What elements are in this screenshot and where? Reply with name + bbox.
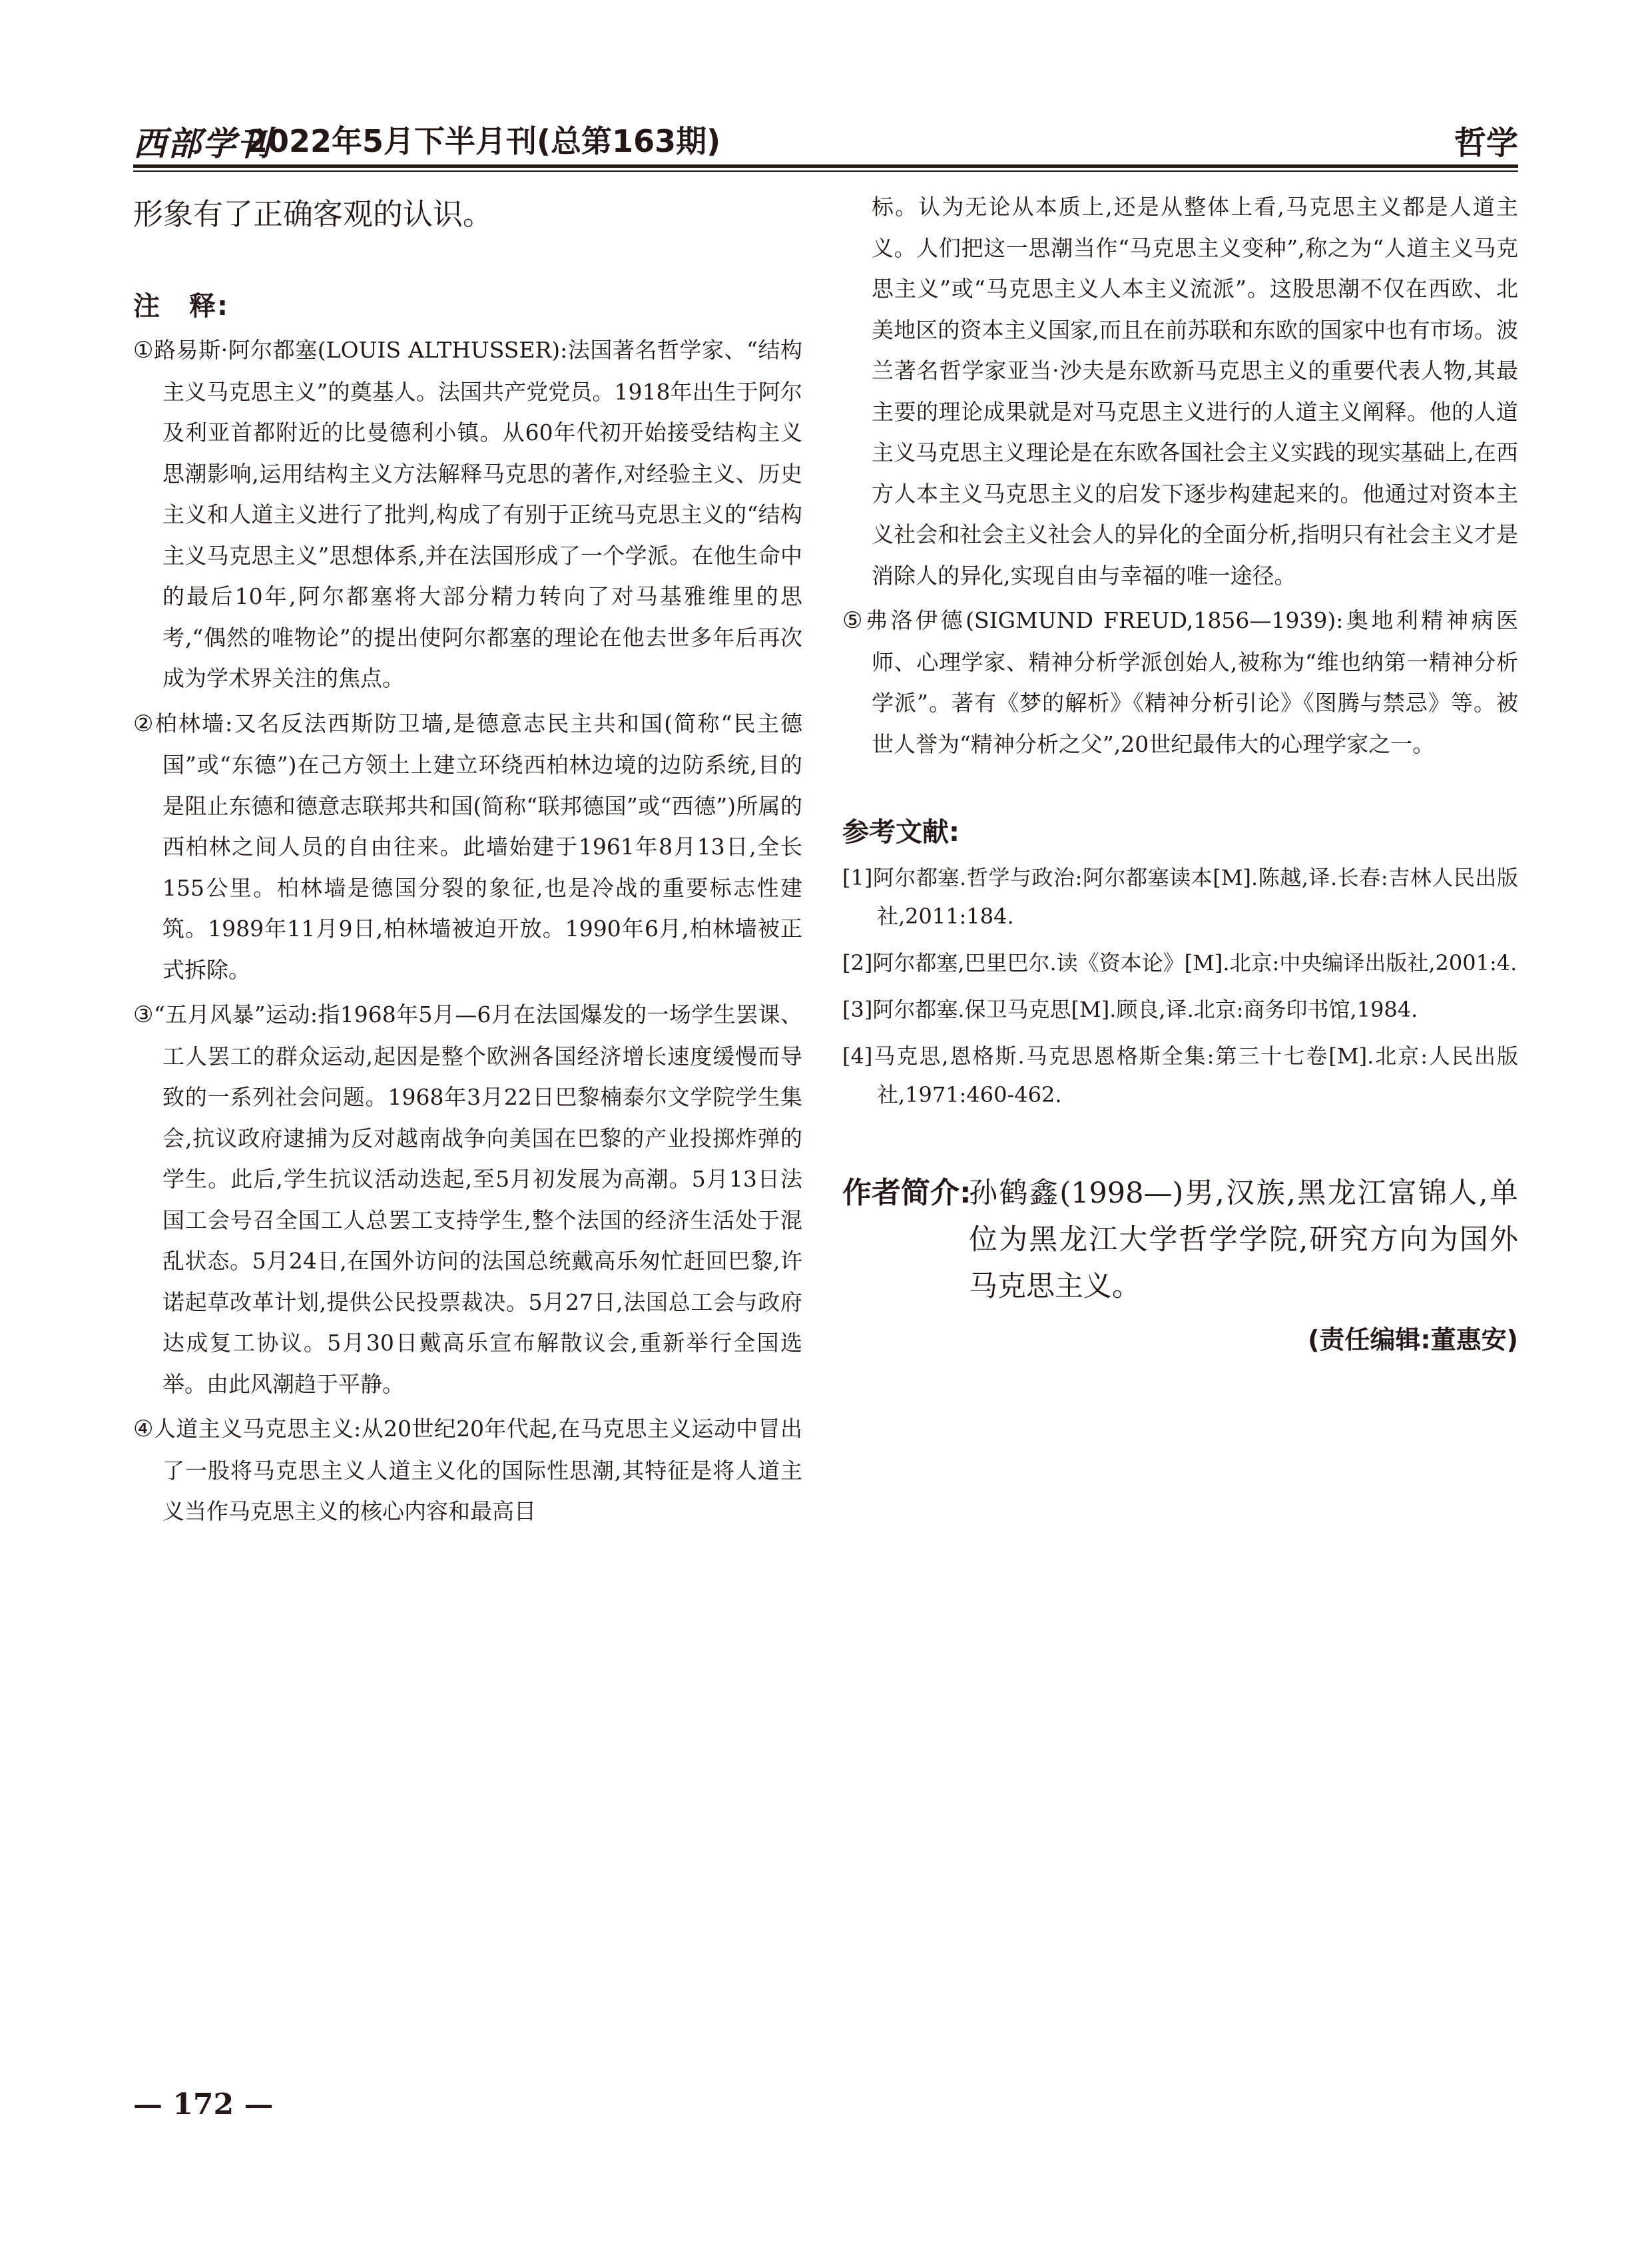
notes-heading: 注 释: (133, 291, 229, 322)
reference-item: [4]马克思,恩格斯.马克思恩格斯全集:第三十七卷[M].北京:人民出版社,1971:460-462. (842, 1043, 1518, 1107)
page-header (133, 113, 1518, 166)
issue-info: 2022年5月下半月刊(总第163期) (246, 123, 721, 159)
note-4-continued: 标。认为无论从本质上,还是从整体上看,马克思主义都是人道主义。人们把这一思潮当作“马克思主义变种”,称之为“人道主义马克思主义”或“马克思主义人本主义流派”。这股思潮不仅在西欧、北美地区的资本主义国家,而且在前苏联和东欧的国家中也有市场。波兰著名哲学家亚当·沙夫是东欧新马克思主义的重要代表人物,其最主要的理论成果就是对马克思主义进行的人道主义阐释。他的人道主义马克思主义理论是在东欧各国社会主义实践的现实基础上,在西方人本主义马克思主义的启发下逐步构建起来的。他通过对资本主义社会和社会主义社会人的异化的全面分析,指明只有社会主义才是消除人的异化,实现自由与幸福的唯一途径。 (872, 194, 1518, 589)
header-rule-thin (133, 170, 1518, 172)
left-column (133, 186, 802, 1536)
reference-item: [3]阿尔都塞.保卫马克思[M].顾良,译.北京:商务印书馆,1984. (842, 997, 1418, 1022)
note-marker: ① (133, 337, 154, 364)
note-marker: ⑤ (842, 607, 866, 634)
note-4 (133, 1408, 802, 1532)
note-marker: ④ (133, 1416, 154, 1442)
journal-logo: 西部学刊 (133, 124, 272, 163)
note-marker: ② (133, 710, 155, 737)
note-text: “五月风暴”运动:指1968年5月—6月在法国爆发的一场学生罢课、工人罢工的群众运动,起因是整个欧洲各国经济增长速度缓慢而导致的一系列社会问题。1968年3月22日巴黎楠泰尔文学院学生集会,抗议政府逮捕为反对越南战争向美国在巴黎的产业投掷炸弹的学生。此后,学生抗议活动迭起,至5月初发展为高潮。5月13日法国工会号召全国工人总罢工支持学生,整个法国的经济生活处于混乱状态。5月24日,在国外访问的法国总统戴高乐匆忙赶回巴黎,许诺起草改革计划,提供公民投票裁决。5月27日,法国总工会与政府达成复工协议。5月30日戴高乐宣布解散议会,重新举行全国选举。由此风潮趋于平静。 (153, 1001, 802, 1397)
note-3 (133, 994, 802, 1404)
note-text: 人道主义马克思主义:从20世纪20年代起,在马克思主义运动中冒出了一股将马克思主义人道主义化的国际性思潮,其特征是将人道主义当作马克思主义的核心内容和最高目 (153, 1416, 803, 1524)
lead-text: 形象有了正确客观的认识。 (133, 196, 493, 232)
author-text: 孙鹤鑫(1998—)男,汉族,黑龙江富锦人,单位为黑龙江大学哲学学院,研究方向为国外马克思主义。 (969, 1177, 1518, 1303)
responsible-editor: (责任编辑:董惠安) (1308, 1325, 1518, 1354)
header-rule-thick (133, 164, 1518, 168)
note-5 (842, 600, 1518, 764)
note-text: 弗洛伊德(SIGMUND FREUD,1856—1939):奥地利精神病医师、心理学家、精神分析学派创始人,被称为“维也纳第一精神分析学派”。著有《梦的解析》《精神分析引论》《图腾与禁忌》等。被世人誉为“精神分析之父”,20世纪最伟大的心理学家之一。 (866, 607, 1518, 757)
note-marker: ③ (133, 1001, 154, 1028)
page-number: — 172 — (133, 2088, 274, 2121)
author-bio (842, 1170, 1518, 1310)
note-text: 路易斯·阿尔都塞(LOUIS ALTHUSSER):法国著名哲学家、“结构主义马克思主义”的奠基人。法国共产党党员。1918年出生于阿尔及利亚首都附近的比曼德利小镇。从60年代初开始接受结构主义思潮影响,运用结构主义方法解释马克思的著作,对经验主义、历史主义和人道主义进行了批判,构成了有别于正统马克思主义的“结构主义马克思主义”思想体系,并在法国形成了一个学派。在他生命中的最后10年,阿尔都塞将大部分精力转向了对马基雅维里的思考,“偶然的唯物论”的提出使阿尔都塞的理论在他去世多年后再次成为学术界关注的焦点。 (154, 337, 802, 691)
section-name: 哲学 (1454, 125, 1518, 162)
note-1 (133, 330, 802, 699)
reference-item: [2]阿尔都塞,巴里巴尔.读《资本论》[M].北京:中央编译出版社,2001:4. (842, 950, 1517, 976)
note-2 (133, 703, 802, 991)
right-column (842, 186, 1518, 1356)
note-text: 柏林墙:又名反法西斯防卫墙,是德意志民主共和国(简称“民主德国”或“东德”)在己方领土上建立环绕西柏林边境的边防系统,目的是阻止东德和德意志联邦共和国(简称“联邦德国”或“西德”)所属的西柏林之间人员的自由往来。此墙始建于1961年8月13日,全长155公里。柏林墙是德国分裂的象征,也是冷战的重要标志性建筑。1989年11月9日,柏林墙被迫开放。1990年6月,柏林墙被正式拆除。 (154, 710, 802, 983)
author-label: 作者简介: (842, 1176, 971, 1210)
references-heading: 参考文献: (842, 817, 960, 848)
reference-item: [1]阿尔都塞.哲学与政治:阿尔都塞读本[M].陈越,译.长春:吉林人民出版社,2011:184. (842, 865, 1518, 929)
